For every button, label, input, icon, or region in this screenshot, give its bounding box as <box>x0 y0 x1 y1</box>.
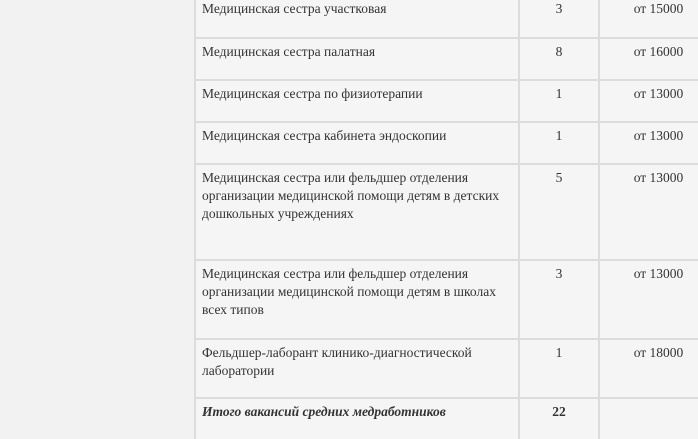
count-cell: 3 <box>519 260 599 339</box>
count-cell: 5 <box>519 164 599 260</box>
position-cell: Медицинская сестра кабинета эндоскопии <box>195 122 519 164</box>
table-row <box>195 0 698 38</box>
total-row <box>195 398 698 439</box>
salary-cell: от 18000 <box>599 339 698 398</box>
table-row <box>195 38 698 80</box>
left-margin-panel <box>0 0 194 439</box>
salary-cell: от 13000 <box>599 260 698 339</box>
table-row <box>195 122 698 164</box>
salary-cell: от 13000 <box>599 164 698 260</box>
position-cell: Медицинская сестра участковая <box>195 0 519 38</box>
salary-cell: от 15000 <box>599 0 698 38</box>
salary-cell: от 13000 <box>599 122 698 164</box>
vacancies-table-container <box>194 0 698 439</box>
salary-cell: от 13000 <box>599 80 698 122</box>
position-cell: Медицинская сестра или фельдшер отделения организации медицинской помощи детям в школах всех типов <box>195 260 519 339</box>
total-salary-cell <box>599 398 698 439</box>
total-label-cell: Итого вакансий средних медработников <box>195 398 519 439</box>
count-cell: 8 <box>519 38 599 80</box>
table-row <box>195 164 698 260</box>
table-row <box>195 80 698 122</box>
table-row <box>195 339 698 398</box>
salary-cell: от 16000 <box>599 38 698 80</box>
count-cell: 1 <box>519 122 599 164</box>
position-cell: Медицинская сестра палатная <box>195 38 519 80</box>
vacancies-table <box>194 0 698 439</box>
count-cell: 3 <box>519 0 599 38</box>
count-cell: 1 <box>519 80 599 122</box>
count-cell: 1 <box>519 339 599 398</box>
position-cell: Медицинская сестра по физиотерапии <box>195 80 519 122</box>
table-row <box>195 260 698 339</box>
position-cell: Медицинская сестра или фельдшер отделения организации медицинской помощи детям в детских дошкольных учреждениях <box>195 164 519 260</box>
position-cell: Фельдшер-лаборант клинико-диагностической лаборатории <box>195 339 519 398</box>
total-count-cell: 22 <box>519 398 599 439</box>
